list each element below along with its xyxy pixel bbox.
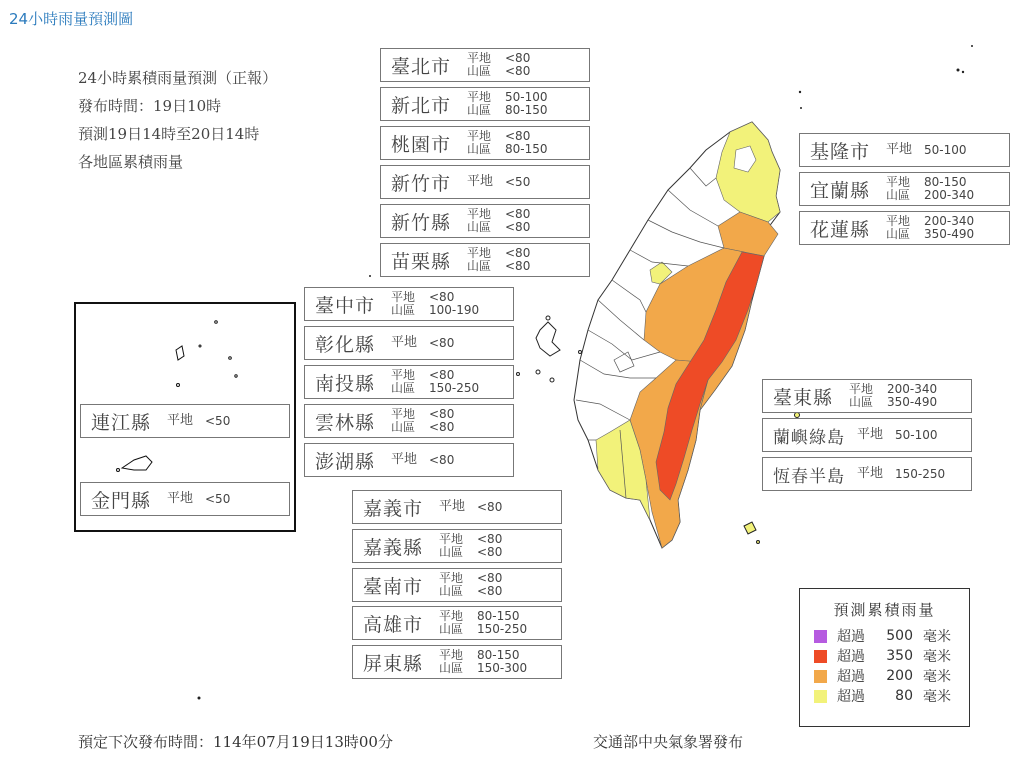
region-name: 臺東縣 xyxy=(773,386,834,409)
region-name: 澎湖縣 xyxy=(315,450,376,473)
terrain-label: 平地 xyxy=(391,452,418,467)
next-release-time: 預定下次發布時間：114年07月19日13時00分 xyxy=(78,733,393,751)
terrain-label: 平地 xyxy=(886,142,913,157)
region-box-lienchiang-county xyxy=(80,404,290,438)
region-values xyxy=(467,247,530,273)
region-values xyxy=(391,408,454,434)
rainfall-range: <80 xyxy=(505,129,531,143)
region-values xyxy=(439,649,527,675)
legend-item xyxy=(814,686,969,706)
region-name: 基隆市 xyxy=(810,140,871,163)
region-value-row xyxy=(467,104,548,117)
legend-threshold: 80 xyxy=(895,688,913,704)
region-name: 高雄市 xyxy=(363,613,424,636)
region-value-row xyxy=(467,65,530,78)
region-box-taitung-county xyxy=(762,379,972,413)
legend-prefix: 超過 xyxy=(837,669,865,685)
rainfall-range: 50-100 xyxy=(505,90,548,104)
legend-threshold: 200 xyxy=(886,668,913,684)
region-values xyxy=(439,499,502,515)
region-value-row xyxy=(439,499,502,515)
region-box-yilan-county xyxy=(799,172,1010,206)
region-box-new-taipei-city xyxy=(380,87,590,121)
legend-prefix: 超過 xyxy=(837,629,865,645)
region-values xyxy=(391,291,479,317)
region-box-keelung-city xyxy=(799,133,1010,167)
rainfall-range: <50 xyxy=(505,175,531,189)
legend-rows xyxy=(800,626,969,706)
rainfall-range: 350-490 xyxy=(887,395,938,409)
region-value-row xyxy=(849,396,937,409)
rainfall-range: 50-100 xyxy=(895,428,938,442)
region-box-lanyu-lyudao xyxy=(762,418,972,452)
forecast-type: 24小時累積雨量預測（正報） xyxy=(78,69,278,87)
rainfall-range: 150-300 xyxy=(477,661,528,675)
rainfall-range: 100-190 xyxy=(429,303,480,317)
region-values xyxy=(857,466,945,482)
region-box-hualien-county xyxy=(799,211,1010,245)
rainfall-range: <80 xyxy=(477,545,503,559)
legend-unit: 毫米 xyxy=(923,649,951,665)
region-values xyxy=(467,174,530,190)
legend-unit: 毫米 xyxy=(923,629,951,645)
region-box-kaohsiung-city xyxy=(352,606,562,640)
legend-unit: 毫米 xyxy=(923,689,951,705)
terrain-label: 山區 xyxy=(467,103,492,117)
terrain-label: 山區 xyxy=(886,188,911,202)
rainfall-range: <80 xyxy=(429,290,455,304)
terrain-label: 山區 xyxy=(439,584,464,598)
region-values xyxy=(857,427,938,443)
region-value-row xyxy=(857,427,938,443)
issuer: 交通部中央氣象署發布 xyxy=(593,733,744,751)
region-name: 臺南市 xyxy=(363,575,424,598)
region-values xyxy=(391,369,479,395)
terrain-label: 平地 xyxy=(439,499,466,514)
terrain-label: 平地 xyxy=(391,335,418,350)
legend-prefix: 超過 xyxy=(837,649,865,665)
rainfall-range: 80-150 xyxy=(477,648,520,662)
terrain-label: 平地 xyxy=(439,648,464,662)
region-value-row xyxy=(886,189,974,202)
legend-item xyxy=(814,646,969,666)
region-name: 新竹縣 xyxy=(391,211,452,234)
legend-swatch xyxy=(814,690,827,703)
region-name: 連江縣 xyxy=(91,411,152,434)
terrain-label: 平地 xyxy=(886,175,911,189)
terrain-label: 平地 xyxy=(886,214,911,228)
region-name: 苗栗縣 xyxy=(391,250,452,273)
region-name: 恆春半島 xyxy=(773,466,845,487)
region-name: 嘉義縣 xyxy=(363,536,424,559)
rainfall-range: 50-100 xyxy=(924,143,967,157)
region-values xyxy=(467,130,548,156)
terrain-label: 平地 xyxy=(439,609,464,623)
terrain-label: 平地 xyxy=(467,90,492,104)
rainfall-range: 150-250 xyxy=(477,622,528,636)
terrain-label: 山區 xyxy=(391,381,416,395)
terrain-label: 平地 xyxy=(467,246,492,260)
region-value-row xyxy=(391,382,479,395)
region-values xyxy=(439,533,502,559)
rainfall-range: 80-150 xyxy=(505,142,548,156)
legend-title: 預測累積雨量 xyxy=(833,601,936,619)
penghu-islands xyxy=(517,316,582,382)
region-box-yunlin-county xyxy=(304,404,514,438)
rainfall-range: <80 xyxy=(505,64,531,78)
rainfall-range: <80 xyxy=(477,532,503,546)
legend-threshold: 500 xyxy=(886,628,913,644)
region-box-tainan-city xyxy=(352,568,562,602)
terrain-label: 平地 xyxy=(391,290,416,304)
region-values xyxy=(439,610,527,636)
region-name: 屏東縣 xyxy=(363,652,424,675)
rainfall-range: <80 xyxy=(505,51,531,65)
region-box-miaoli-county xyxy=(380,243,590,277)
region-box-hsinchu-county xyxy=(380,204,590,238)
terrain-label: 平地 xyxy=(857,466,884,481)
terrain-label: 山區 xyxy=(467,64,492,78)
region-values xyxy=(467,52,530,78)
region-box-taoyuan-city xyxy=(380,126,590,160)
region-values xyxy=(886,176,974,202)
terrain-label: 平地 xyxy=(391,407,416,421)
region-values xyxy=(886,215,974,241)
forecast-period: 預測19日14時至20日14時 xyxy=(78,125,260,143)
rainfall-range: <80 xyxy=(429,368,455,382)
terrain-label: 山區 xyxy=(849,395,874,409)
rainfall-range: <80 xyxy=(429,453,455,467)
region-values xyxy=(391,335,454,351)
rainfall-range: <80 xyxy=(429,420,455,434)
region-name: 嘉義市 xyxy=(363,497,424,520)
region-box-taichung-city xyxy=(304,287,514,321)
region-values xyxy=(391,452,454,468)
rainfall-range: 200-340 xyxy=(924,214,975,228)
region-value-row xyxy=(167,491,230,507)
region-value-row xyxy=(439,623,527,636)
rainfall-range: 200-340 xyxy=(887,382,938,396)
legend-prefix: 超過 xyxy=(837,689,865,705)
rainfall-range: <80 xyxy=(477,584,503,598)
terrain-label: 平地 xyxy=(167,413,194,428)
region-box-chiayi-county xyxy=(352,529,562,563)
region-value-row xyxy=(467,174,530,190)
rainfall-range: 80-150 xyxy=(924,175,967,189)
region-value-row xyxy=(467,221,530,234)
terrain-label: 山區 xyxy=(467,220,492,234)
region-name: 宜蘭縣 xyxy=(810,179,871,202)
rainfall-range: <80 xyxy=(505,246,531,260)
region-name: 臺中市 xyxy=(315,294,376,317)
region-name: 新北市 xyxy=(391,94,452,117)
region-values xyxy=(467,208,530,234)
region-value-row xyxy=(439,585,502,598)
terrain-label: 平地 xyxy=(439,571,464,585)
legend-item xyxy=(814,626,969,646)
legend-swatch xyxy=(814,650,827,663)
region-box-chiayi-city xyxy=(352,490,562,524)
region-name: 新竹市 xyxy=(391,172,452,195)
rainfall-range: <80 xyxy=(429,336,455,350)
region-box-changhua-county xyxy=(304,326,514,360)
terrain-label: 平地 xyxy=(467,174,494,189)
region-value-row xyxy=(391,335,454,351)
region-value-row xyxy=(886,142,967,158)
region-values xyxy=(439,572,502,598)
region-values xyxy=(167,491,230,507)
terrain-label: 平地 xyxy=(467,129,492,143)
region-box-pingtung-county xyxy=(352,645,562,679)
region-value-row xyxy=(857,466,945,482)
region-value-row xyxy=(167,413,230,429)
region-box-hengchun xyxy=(762,457,972,491)
page-title: 24小時雨量預測圖 xyxy=(9,10,134,28)
region-name: 花蓮縣 xyxy=(810,218,871,241)
region-value-row xyxy=(439,546,502,559)
terrain-label: 山區 xyxy=(391,303,416,317)
terrain-label: 山區 xyxy=(391,420,416,434)
rainfall-range: 350-490 xyxy=(924,227,975,241)
rainfall-range: 80-150 xyxy=(477,609,520,623)
region-name: 蘭嶼綠島 xyxy=(773,427,845,448)
legend xyxy=(799,588,970,727)
region-value-row xyxy=(391,304,479,317)
legend-item xyxy=(814,666,969,686)
terrain-label: 平地 xyxy=(467,207,492,221)
region-value-row xyxy=(467,143,548,156)
region-value-row xyxy=(391,421,454,434)
terrain-label: 平地 xyxy=(857,427,884,442)
region-name: 金門縣 xyxy=(91,489,152,512)
region-box-taipei-city xyxy=(380,48,590,82)
legend-unit: 毫米 xyxy=(923,669,951,685)
region-name: 彰化縣 xyxy=(315,333,376,356)
terrain-label: 平地 xyxy=(167,491,194,506)
rainfall-range: <80 xyxy=(477,571,503,585)
rainfall-range: 80-150 xyxy=(505,103,548,117)
region-box-nantou-county xyxy=(304,365,514,399)
rainfall-range: <50 xyxy=(205,492,231,506)
terrain-label: 山區 xyxy=(467,259,492,273)
terrain-label: 山區 xyxy=(439,661,464,675)
terrain-label: 山區 xyxy=(886,227,911,241)
terrain-label: 平地 xyxy=(467,51,492,65)
region-values xyxy=(849,383,937,409)
region-name: 桃園市 xyxy=(391,133,452,156)
rainfall-range: <80 xyxy=(429,407,455,421)
rainfall-range: 150-250 xyxy=(429,381,480,395)
terrain-label: 山區 xyxy=(439,622,464,636)
rainfall-range: <80 xyxy=(505,259,531,273)
rainfall-range: <50 xyxy=(205,414,231,428)
terrain-label: 平地 xyxy=(849,382,874,396)
legend-threshold: 350 xyxy=(886,648,913,664)
terrain-label: 山區 xyxy=(467,142,492,156)
region-value-row xyxy=(886,228,974,241)
region-value-row xyxy=(391,452,454,468)
legend-swatch xyxy=(814,670,827,683)
region-name: 臺北市 xyxy=(391,55,452,78)
rainfall-range: <80 xyxy=(505,207,531,221)
terrain-label: 山區 xyxy=(439,545,464,559)
region-box-penghu-county xyxy=(304,443,514,477)
rainfall-range: <80 xyxy=(477,500,503,514)
region-name: 南投縣 xyxy=(315,372,376,395)
region-value-row xyxy=(439,662,527,675)
terrain-label: 平地 xyxy=(439,532,464,546)
region-box-hsinchu-city xyxy=(380,165,590,199)
region-value-row xyxy=(467,260,530,273)
region-values xyxy=(886,142,967,158)
region-name: 雲林縣 xyxy=(315,411,376,434)
region-box-kinmen-county xyxy=(80,482,290,516)
region-values xyxy=(467,91,548,117)
rainfall-range: <80 xyxy=(505,220,531,234)
terrain-label: 平地 xyxy=(391,368,416,382)
forecast-scope: 各地區累積雨量 xyxy=(78,153,184,171)
rainfall-range: 200-340 xyxy=(924,188,975,202)
rainfall-range: 150-250 xyxy=(895,467,946,481)
region-values xyxy=(167,413,230,429)
legend-swatch xyxy=(814,630,827,643)
issue-time: 發布時間：19日10時 xyxy=(78,97,222,115)
